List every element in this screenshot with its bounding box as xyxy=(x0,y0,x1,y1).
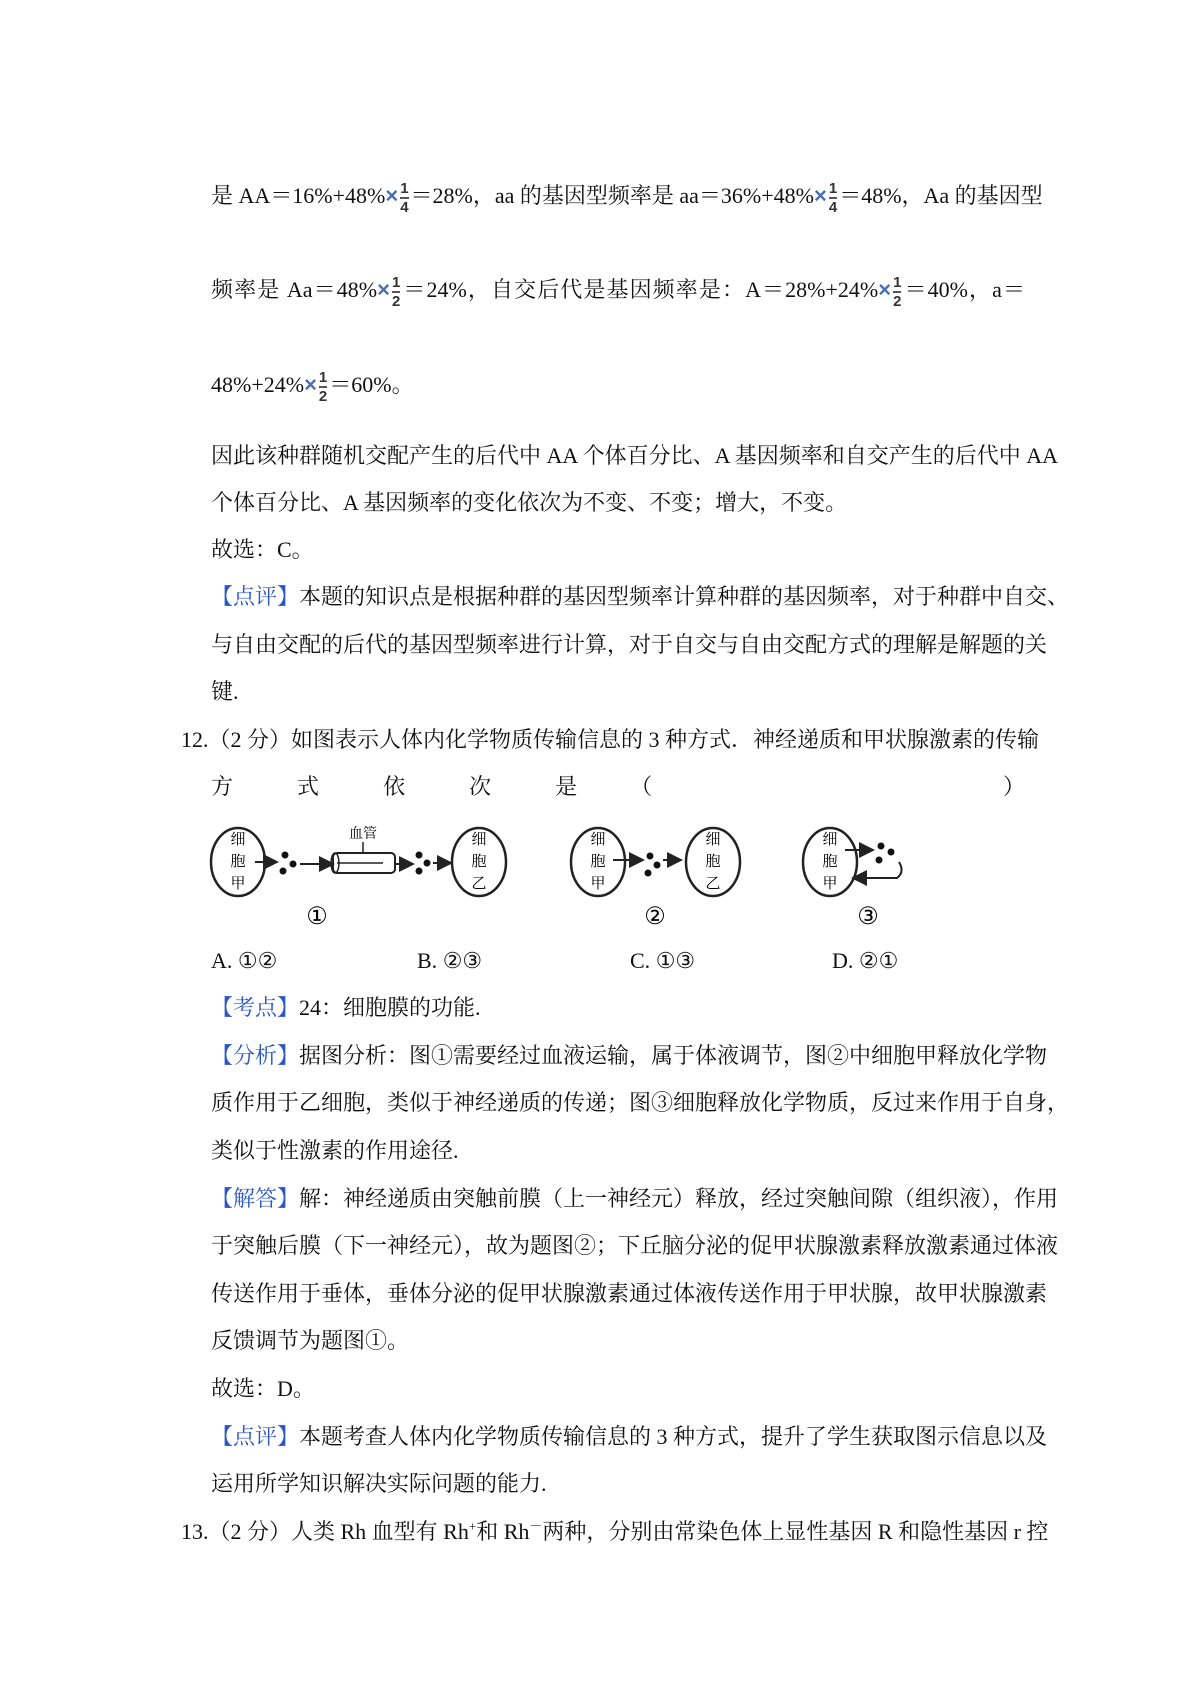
fraction-half: $\frac{1}{2}$ xyxy=(893,274,902,310)
svg-text:细: 细 xyxy=(705,830,721,848)
text: ＝28%，aa 的基因型频率是 aa＝36%+48% xyxy=(410,183,814,209)
svg-text:细: 细 xyxy=(230,830,246,848)
times-sign: × xyxy=(814,183,827,209)
svg-text:胞: 胞 xyxy=(705,852,721,870)
comment-line: 键. xyxy=(211,679,239,704)
option-c xyxy=(630,946,695,976)
solution-tag: 【解答】 xyxy=(211,1186,300,1211)
question-12-stem-2: 方 式 依 次 是 （ ） xyxy=(211,774,1025,799)
answer-line: 故选：D。 xyxy=(211,1376,315,1401)
fraction-half: $\frac{1}{2}$ xyxy=(391,274,401,310)
svg-text:细: 细 xyxy=(822,830,838,848)
option-a xyxy=(211,946,277,976)
option-key: C. xyxy=(630,948,651,973)
fraction-half: $\frac{1}{2}$ xyxy=(318,369,328,405)
figure-label: ② xyxy=(644,902,666,930)
text: ＝24%，自交后代是基因频率是：A＝28%+24% xyxy=(402,277,879,303)
vessel-label: 血管 xyxy=(349,826,377,842)
option-value: ①② xyxy=(237,948,278,973)
option-value: ②① xyxy=(858,948,899,973)
option-key: D. xyxy=(832,948,854,973)
figure-label: ① xyxy=(306,902,328,930)
knowledge-tag: 【考点】 xyxy=(211,995,300,1020)
calc-line-2 xyxy=(211,274,1026,310)
times-sign: × xyxy=(304,372,317,398)
analysis-tag: 【分析】 xyxy=(211,1043,300,1068)
analysis-line: 类似于性激素的作用途径. xyxy=(211,1138,459,1163)
text: 频率是 Aa＝48% xyxy=(211,277,378,303)
paragraph-line: 因此该种群随机交配产生的后代中 AA 个体百分比、A 基因频率和自交产生的后代中 AA xyxy=(211,443,1059,468)
option-value: ①③ xyxy=(655,948,696,973)
svg-text:胞: 胞 xyxy=(471,852,487,870)
figure-label: ③ xyxy=(857,902,879,930)
comment-line xyxy=(211,582,1070,612)
option-key: A. xyxy=(211,948,233,973)
solution-line: 传送作用于垂体，垂体分泌的促甲状腺激素通过体液传送作用于甲状腺，故甲状腺激素 xyxy=(211,1281,1048,1306)
comment-tag: 【点评】 xyxy=(211,1424,300,1449)
comment-line: 运用所学知识解决实际问题的能力. xyxy=(211,1471,547,1496)
text: ＝48%，Aa 的基因型 xyxy=(839,183,1043,209)
text: 是 AA＝16%+48% xyxy=(211,183,386,209)
answer-line: 故选：C。 xyxy=(211,537,314,562)
fraction-quarter: $\frac{1}{4}$ xyxy=(828,180,838,216)
times-sign: × xyxy=(377,277,390,303)
analysis-line: 质作用于乙细胞，类似于神经递质的传递；图③细胞释放化学物质，反过来作用于自身， xyxy=(211,1090,1070,1115)
svg-text:胞: 胞 xyxy=(822,852,838,870)
solution-line: 反馈调节为题图①。 xyxy=(211,1328,410,1353)
svg-text:甲: 甲 xyxy=(590,874,606,892)
svg-text:细: 细 xyxy=(590,830,606,848)
figure-1 xyxy=(211,826,506,930)
svg-text:乙: 乙 xyxy=(471,874,487,892)
figure-3 xyxy=(803,828,902,930)
question-13-stem: 13.（2 分）人类 Rh 血型有 Rh+和 Rh－两种，分别由常染色体上显性基因 R 和隐性基因 r 控 xyxy=(181,1518,1049,1544)
text: ＝60%。 xyxy=(329,372,414,398)
svg-text:甲: 甲 xyxy=(230,874,246,892)
calc-line-3 xyxy=(211,369,1025,405)
comment-tag: 【点评】 xyxy=(211,584,300,609)
comment-line: 与自由交配的后代的基因型频率进行计算，对于自交与自由交配方式的理解是解题的关 xyxy=(211,632,1048,657)
svg-text:胞: 胞 xyxy=(230,852,246,870)
option-key: B. xyxy=(417,948,438,973)
solution-line: 于突触后膜（下一神经元），故为题图②；下丘脑分泌的促甲状腺激素释放激素通过体液 xyxy=(211,1233,1059,1258)
times-sign: × xyxy=(385,183,399,209)
text: 本题的知识点是根据种群的基因型频率计算种群的基因频率，对于种群中自交、 xyxy=(299,584,1070,609)
text: ＝40%，a＝ xyxy=(903,277,1026,303)
figure-2 xyxy=(571,828,740,930)
text: 48%+24% xyxy=(211,372,305,398)
option-d xyxy=(832,946,898,976)
svg-text:细: 细 xyxy=(471,830,487,848)
comment-line: 【点评】本题考查人体内化学物质传输信息的 3 种方式，提升了学生获取图示信息以及 xyxy=(211,1424,1048,1449)
paragraph-line: 个体百分比、A 基因频率的变化依次为不变、不变；增大，不变。 xyxy=(211,490,848,515)
fraction-quarter: $\frac{1}{4}$ xyxy=(400,180,409,216)
calc-line-1 xyxy=(211,180,1043,216)
svg-text:胞: 胞 xyxy=(590,852,606,870)
question-12-stem: 12.（2 分）如图表示人体内化学物质传输信息的 3 种方式．神经递质和甲状腺激素的传输 xyxy=(181,727,1040,752)
option-value: ②③ xyxy=(442,948,483,973)
solution-line: 【解答】解：神经递质由突触前膜（上一神经元）释放，经过突触间隙（组织液），作用 xyxy=(211,1186,1059,1211)
knowledge-point: 【考点】24：细胞膜的功能. xyxy=(211,995,481,1020)
option-b xyxy=(417,946,482,976)
times-sign: × xyxy=(878,277,892,303)
analysis-line: 【分析】据图分析：图①需要经过血液运输，属于体液调节，图②中细胞甲释放化学物 xyxy=(211,1043,1048,1068)
svg-text:乙: 乙 xyxy=(705,874,721,892)
transport-diagram xyxy=(205,820,945,935)
svg-text:甲: 甲 xyxy=(822,874,838,892)
